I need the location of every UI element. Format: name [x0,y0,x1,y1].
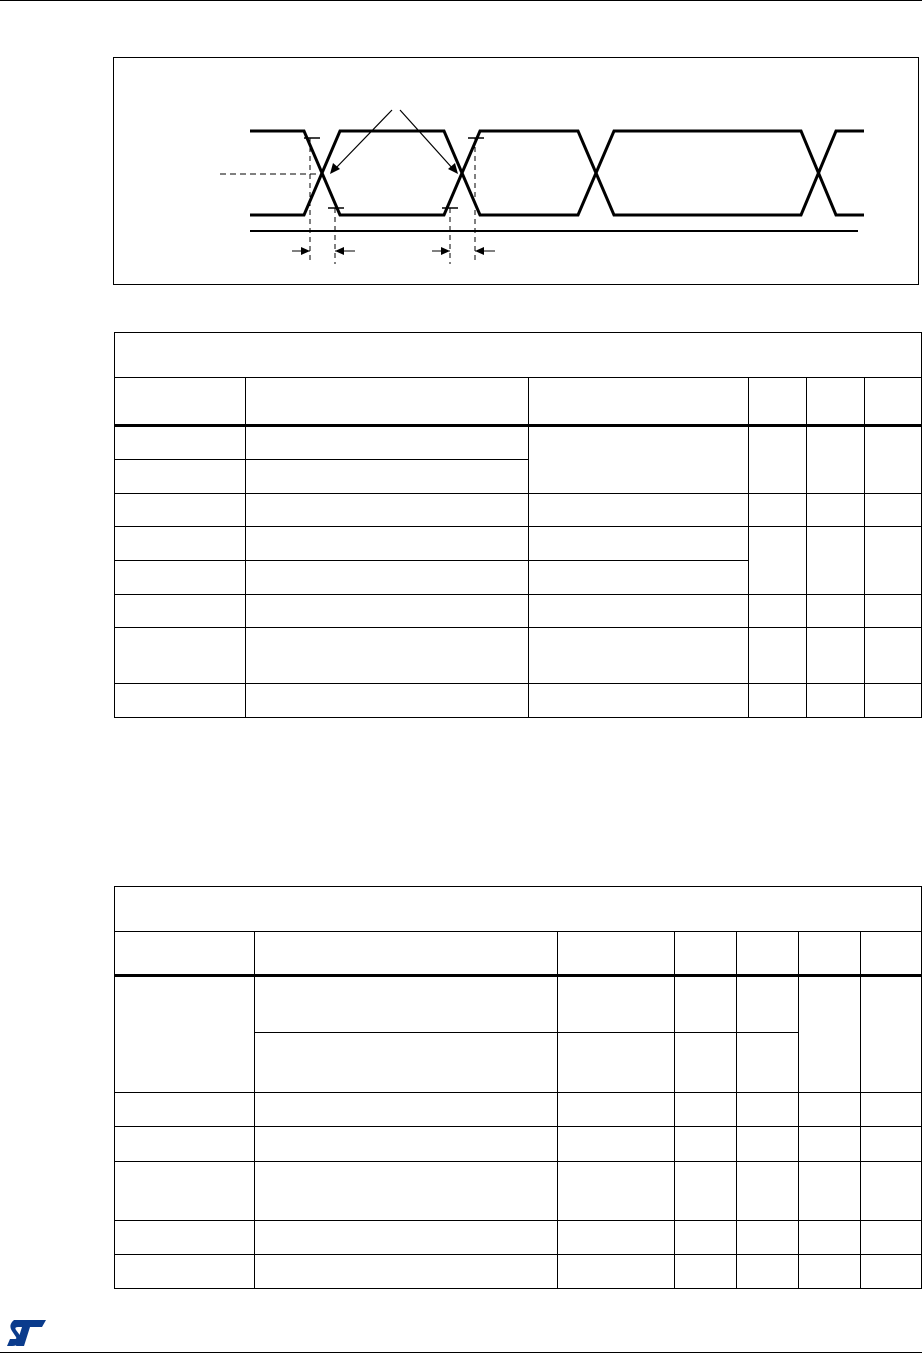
arrowhead [301,247,310,255]
table-cell [529,561,749,595]
table-cell [255,1127,558,1162]
table-cell [558,1221,675,1255]
table-cell [246,628,529,684]
table-cell [799,1162,861,1221]
table-cell [255,1093,558,1127]
column-header [246,378,529,426]
table-cell [115,628,246,684]
table-header-row [115,378,922,426]
table-cell [861,1093,922,1127]
table-cell [529,684,749,718]
table-cell [115,1255,255,1289]
table-cell [799,1255,861,1289]
table-caption-row [115,333,922,378]
table-cell [115,684,246,718]
arrowhead [441,247,450,255]
table-cell [737,1162,799,1221]
table-cell [558,1255,675,1289]
table-cell [558,1162,675,1221]
column-header [861,932,922,976]
table-cell [865,595,922,628]
table-cell [115,494,246,527]
table-row [115,1221,922,1255]
table-cell [558,1127,675,1162]
table-row [115,1162,922,1221]
table-caption [115,887,922,932]
table-row [115,527,922,561]
table-cell [807,527,865,595]
column-header [115,932,255,976]
table-cell [246,684,529,718]
table-cell [115,460,246,494]
table-cell [246,494,529,527]
table-cell [255,1221,558,1255]
table-cell [861,1127,922,1162]
table-cell [529,426,749,494]
waveform-svg [114,58,920,286]
table-cell [246,460,529,494]
waveform-high-rail [250,131,864,215]
table-cell [558,976,675,1033]
table-cell [737,1255,799,1289]
table-cell [807,426,865,494]
table-cell [861,1162,922,1221]
table-row [115,1093,922,1127]
table-cell [861,1221,922,1255]
table-cell [529,527,749,561]
table-cell [246,426,529,460]
table-cell [807,628,865,684]
footer-rule [0,1352,922,1353]
table-cell [529,595,749,628]
timing-diagram [113,57,919,285]
table-cell [115,1221,255,1255]
header-rule [0,0,922,1]
table-cell [558,1033,675,1093]
callout-arrow [400,110,454,170]
table-cell [675,1127,737,1162]
column-header [807,378,865,426]
table-cell [246,595,529,628]
table-cell [246,527,529,561]
table-cell [865,684,922,718]
table-cell [737,976,799,1033]
table-cell [749,595,807,628]
table-cell [675,1033,737,1093]
table-cell [799,1127,861,1162]
column-header [255,932,558,976]
table-cell [749,628,807,684]
table-cell [807,684,865,718]
column-header [799,932,861,976]
table-cell [115,527,246,561]
table-cell [115,426,246,460]
spec-table-2 [114,886,922,1289]
table-cell [799,1093,861,1127]
table-cell [749,527,807,595]
table-cell [529,494,749,527]
table-row [115,426,922,460]
table-cell [255,976,558,1033]
column-header [558,932,675,976]
table-cell [861,976,922,1093]
table-caption [115,333,922,378]
table-cell [799,976,861,1093]
table-cell [255,1255,558,1289]
table-cell [115,561,246,595]
table-cell [807,595,865,628]
column-header [737,932,799,976]
waveform-low-rail [250,131,864,215]
table-cell [737,1093,799,1127]
table-cell [861,1255,922,1289]
table-cell [115,1162,255,1221]
table-cell [737,1033,799,1093]
table-caption-row [115,887,922,932]
column-header [675,932,737,976]
table-row [115,1127,922,1162]
column-header [529,378,749,426]
table-cell [675,1093,737,1127]
table-cell [737,1221,799,1255]
arrowhead [335,247,344,255]
table-cell [115,595,246,628]
column-header [115,378,246,426]
spec-table-1 [114,332,922,718]
arrowhead [475,247,484,255]
st-logo-icon [6,1318,48,1348]
table-cell [115,976,255,1093]
table-cell [737,1127,799,1162]
table-cell [558,1093,675,1127]
table-row [115,628,922,684]
table-cell [865,628,922,684]
table-cell [749,494,807,527]
table-row [115,1255,922,1289]
table-row [115,684,922,718]
callout-arrow [334,110,392,170]
table-cell [749,426,807,494]
table-cell [115,1127,255,1162]
table-cell [675,976,737,1033]
table-cell [865,426,922,494]
table-cell [255,1033,558,1093]
column-header [749,378,807,426]
table-row [115,976,922,1033]
table-cell [865,494,922,527]
table-cell [529,628,749,684]
table-cell [865,527,922,595]
table-cell [675,1221,737,1255]
table-row [115,595,922,628]
table-cell [807,494,865,527]
table-header-row [115,932,922,976]
table-cell [255,1162,558,1221]
table-cell [675,1162,737,1221]
table-cell [799,1221,861,1255]
table-row [115,494,922,527]
table-cell [675,1255,737,1289]
table-cell [115,1093,255,1127]
column-header [865,378,922,426]
table-cell [749,684,807,718]
table-cell [246,561,529,595]
